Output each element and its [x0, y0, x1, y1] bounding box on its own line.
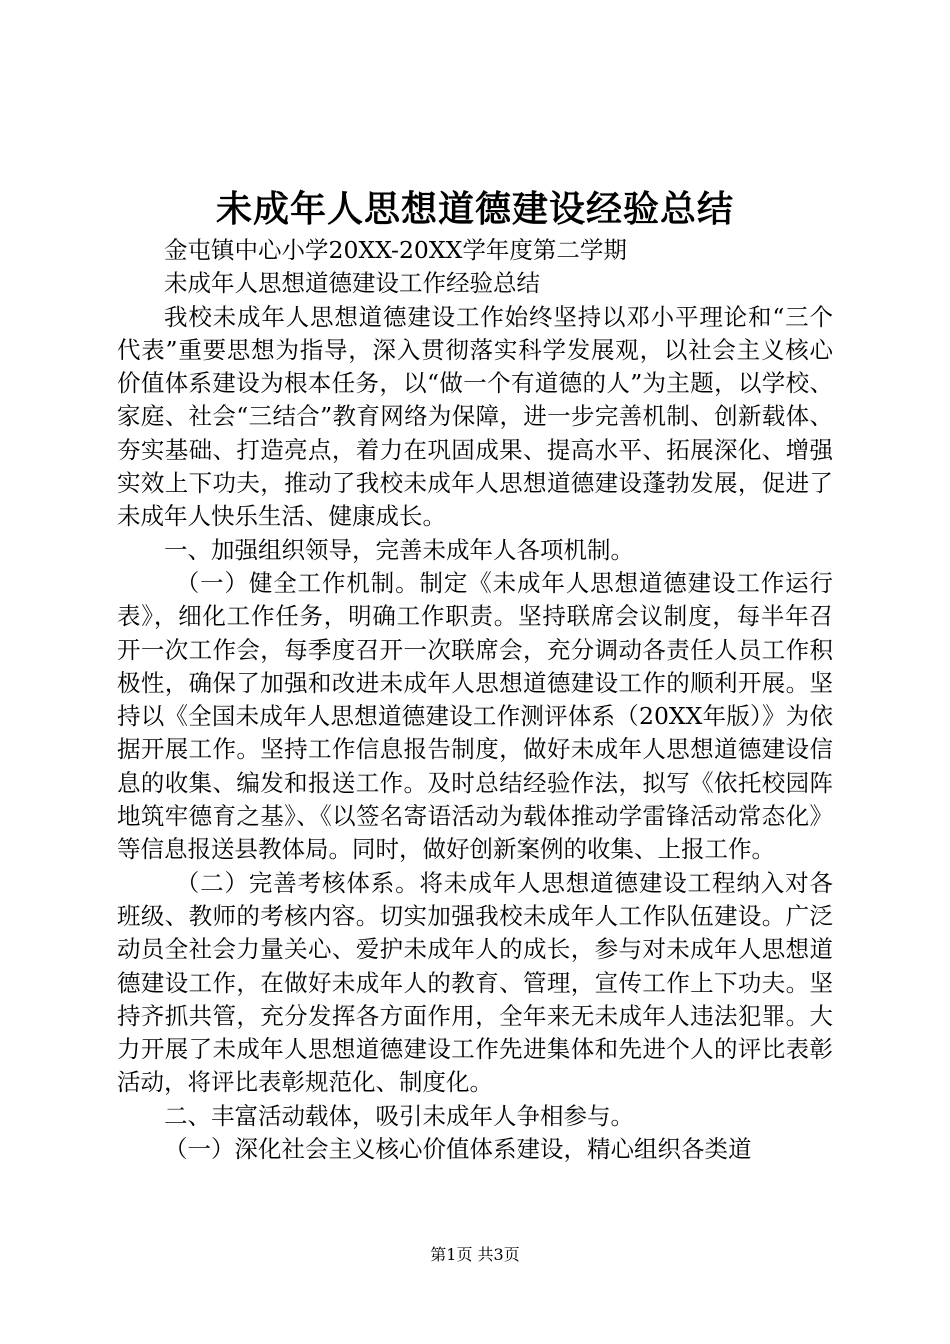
school-term-line: 金屯镇中心小学20XX-20XX学年度第二学期 — [164, 236, 627, 264]
section-heading-2: 二、丰富活动载体，吸引未成年人争相参与。 — [164, 1101, 634, 1130]
page-footer: 第1页 共3页 — [430, 1245, 520, 1264]
intro-paragraph: 我校未成年人思想道德建设工作始终坚持以邓小平理论和“三个代表”重要思想为指导，深入贯彻落实科学发展观，以社会主义核心价值体系建设为根本任务，以“做一个有道德的人”为主题，以学校、家庭、社会“三结合”教育网络为保障，进一步完善机制、创新载体、夯实基础、打造亮点，着力在巩固成果、提高水平、拓展深化、增强实效上下功夫，推动了我校未成年人思想道德建设蓬勃发展，促进了未成年人快乐生活、健康成长。 — [117, 302, 833, 531]
section-heading-1: 一、加强组织领导，完善未成年人各项机制。 — [164, 535, 634, 564]
subtitle-line: 未成年人思想道德建设工作经验总结 — [164, 269, 540, 298]
subsection-paragraph-2-1: （一）深化社会主义核心价值体系建设，精心组织各类道 — [164, 1135, 752, 1164]
subsection-paragraph-1-2: （二）完善考核体系。将未成年人思想道德建设工程纳入对各班级、教师的考核内容。切实加强我校未成年人工作队伍建设。广泛动员全社会力量关心、爱护未成年人的成长，参与对未成年人思想道德建设工作，在做好未成年人的教育、管理，宣传工作上下功夫。坚持齐抓共管，充分发挥各方面作用，全年来无未成年人违法犯罪。大力开展了未成年人思想道德建设工作先进集体和先进个人的评比表彰活动，将评比表彰规范化、制度化。 — [117, 868, 833, 1097]
subsection-paragraph-1-1: （一）健全工作机制。制定《未成年人思想道德建设工作运行表》，细化工作任务，明确工作职责。坚持联席会议制度，每半年召开一次工作会，每季度召开一次联席会，充分调动各责任人员工作积极性，确保了加强和改进未成年人思想道德建设工作的顺利开展。坚持以《全国未成年人思想道德建设工作测评体系（20XX年版）》为依据开展工作。坚持工作信息报告制度，做好未成年人思想道德建设信息的收集、编发和报送工作。及时总结经验作法，拟写《依托校园阵地筑牢德育之基》、《以签名寄语活动为载体推动学雷锋活动常态化》等信息报送县教体局。同时，做好创新案例的收集、上报工作。 — [117, 568, 833, 864]
document-title: 未成年人思想道德建设经验总结 — [215, 188, 734, 230]
document-body — [117, 234, 833, 1166]
